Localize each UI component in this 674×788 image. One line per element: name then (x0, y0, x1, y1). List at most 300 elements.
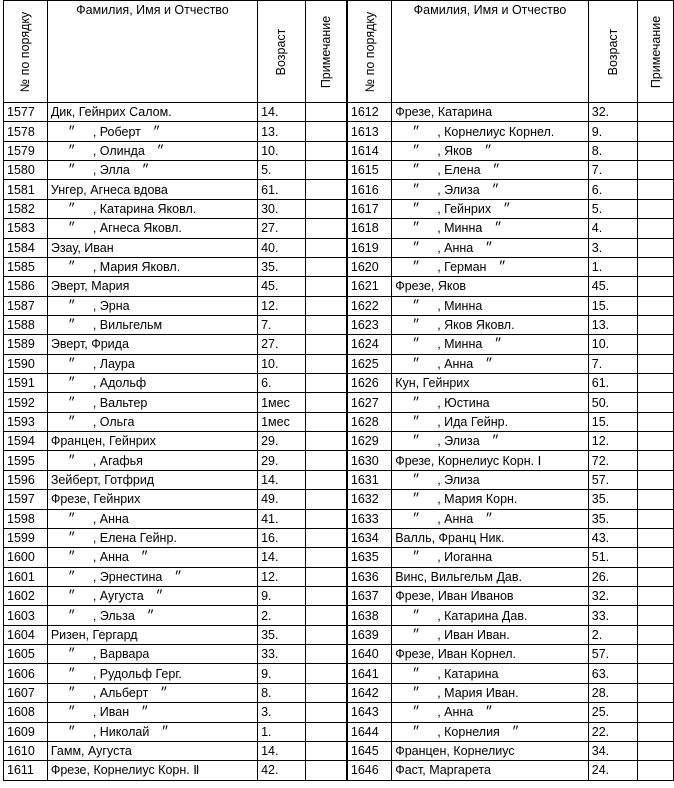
ditto-mark: ״ (68, 589, 76, 604)
person-name: Дик, Гейнрих Салом. (50, 105, 172, 120)
person-name: , Агнеса Яковл. (92, 221, 182, 236)
note-cell (638, 567, 674, 586)
note-cell (305, 548, 347, 567)
age-cell: 14. (258, 470, 306, 489)
age-cell: 7. (588, 354, 638, 373)
age-cell: 15. (588, 412, 638, 431)
ditto-mark: ״ (68, 318, 76, 333)
table-row (4, 199, 674, 218)
age-cell: 24. (588, 761, 638, 780)
note-cell (638, 296, 674, 315)
person-name: , Катарина (437, 666, 499, 681)
header-row (4, 1, 674, 103)
note-cell (305, 315, 347, 334)
ditto-mark: ״ (68, 376, 76, 391)
person-name: , Варвара (92, 647, 150, 662)
age-cell: 7. (258, 315, 306, 334)
note-cell (305, 664, 347, 683)
table-row (4, 645, 674, 664)
note-cell (638, 374, 674, 393)
age-cell: 57. (588, 470, 638, 489)
person-name: Фрезе, Корнелиус Корн. Ⅰ (395, 453, 542, 468)
age-cell: 32. (588, 103, 638, 122)
row-number: 1592 (4, 393, 48, 412)
table-row (4, 122, 674, 141)
ditto-mark: ״ (68, 647, 76, 662)
ditto-mark: ״ (485, 511, 493, 526)
name-cell (392, 277, 589, 296)
person-name: , Герман (437, 260, 487, 275)
name-cell (47, 257, 257, 276)
ditto-mark: ״ (412, 395, 420, 410)
row-number: 1632 (347, 490, 392, 509)
row-number: 1609 (4, 722, 48, 741)
table-row (4, 335, 674, 354)
person-name: , Катарина Яковл. (92, 201, 197, 216)
person-name: , Лаура (92, 356, 135, 371)
name-cell (47, 315, 257, 334)
ditto-mark: ״ (141, 705, 149, 720)
row-number: 1634 (347, 528, 392, 547)
ditto-mark: ״ (412, 511, 420, 526)
name-cell (47, 432, 257, 451)
row-number: 1614 (347, 141, 392, 160)
table-row (4, 277, 674, 296)
table-row (4, 393, 674, 412)
age-cell: 72. (588, 451, 638, 470)
note-cell (638, 412, 674, 431)
note-cell (638, 470, 674, 489)
name-cell (392, 567, 589, 586)
note-cell (305, 374, 347, 393)
row-number: 1640 (347, 645, 392, 664)
person-name: Унгер, Агнеса вдова (50, 182, 168, 197)
row-number: 1622 (347, 296, 392, 315)
name-cell (47, 683, 257, 702)
ditto-mark: ״ (68, 666, 76, 681)
age-cell: 34. (588, 741, 638, 760)
person-name: , Эльза (92, 608, 135, 623)
age-cell: 2. (588, 625, 638, 644)
row-number: 1579 (4, 141, 48, 160)
name-cell (392, 586, 589, 605)
age-cell: 10. (588, 335, 638, 354)
note-cell (305, 741, 347, 760)
person-name: , Эрна (92, 298, 130, 313)
name-cell (47, 625, 257, 644)
ditto-mark: ״ (412, 221, 420, 236)
person-name: , Яков (437, 143, 473, 158)
age-cell: 28. (588, 683, 638, 702)
note-cell (305, 509, 347, 528)
note-cell (305, 354, 347, 373)
row-number: 1615 (347, 161, 392, 180)
person-name: Фрезе, Иван Корнел. (395, 647, 517, 662)
person-name: Францен, Гейнрих (50, 434, 156, 449)
row-number: 1631 (347, 470, 392, 489)
person-name: , Мария Корн. (437, 492, 518, 507)
ditto-mark: ״ (68, 260, 76, 275)
age-cell: 45. (588, 277, 638, 296)
name-cell (47, 296, 257, 315)
note-cell (638, 548, 674, 567)
row-number: 1617 (347, 199, 392, 218)
person-name: , Роберт (92, 124, 141, 139)
ditto-mark: ״ (68, 163, 76, 178)
row-number: 1628 (347, 412, 392, 431)
note-cell (305, 703, 347, 722)
name-cell (392, 761, 589, 780)
row-number: 1612 (347, 103, 392, 122)
person-name: , Анна (437, 511, 474, 526)
name-cell (47, 412, 257, 431)
note-cell (305, 141, 347, 160)
name-cell (392, 664, 589, 683)
name-cell (47, 548, 257, 567)
ditto-mark: ״ (412, 724, 420, 739)
table-row (4, 238, 674, 257)
person-name: , Анна (92, 511, 129, 526)
note-cell (305, 277, 347, 296)
person-name: , Эрнестина (92, 569, 163, 584)
note-cell (638, 335, 674, 354)
note-cell (638, 586, 674, 605)
ditto-mark: ״ (412, 201, 420, 216)
person-name: Кун, Гейнрих (395, 376, 470, 391)
table-row (4, 315, 674, 334)
note-cell (638, 509, 674, 528)
name-cell (47, 141, 257, 160)
age-cell: 27. (258, 219, 306, 238)
ditto-mark: ״ (412, 705, 420, 720)
age-cell: 35. (588, 490, 638, 509)
ditto-mark: ״ (68, 124, 76, 139)
ditto-mark: ״ (68, 201, 76, 216)
ditto-mark: ״ (68, 356, 76, 371)
ditto-mark: ״ (412, 298, 420, 313)
table-row (4, 257, 674, 276)
age-cell: 26. (588, 567, 638, 586)
row-number: 1606 (4, 664, 48, 683)
row-number: 1600 (4, 548, 48, 567)
note-cell (638, 761, 674, 780)
ditto-mark: ״ (412, 414, 420, 429)
note-cell (305, 180, 347, 199)
ditto-mark: ״ (412, 492, 420, 507)
table-row (4, 761, 674, 780)
row-number: 1627 (347, 393, 392, 412)
note-cell (638, 199, 674, 218)
header-name-right: Фамилия, Имя и Отчество (392, 1, 589, 103)
age-cell: 14. (258, 103, 306, 122)
note-cell (638, 354, 674, 373)
note-cell (638, 257, 674, 276)
row-number: 1610 (4, 741, 48, 760)
age-cell: 57. (588, 645, 638, 664)
age-cell: 41. (258, 509, 306, 528)
name-cell (392, 374, 589, 393)
name-cell (392, 393, 589, 412)
note-cell (638, 528, 674, 547)
age-cell: 22. (588, 722, 638, 741)
row-number: 1607 (4, 683, 48, 702)
age-cell: 3. (258, 703, 306, 722)
row-number: 1646 (347, 761, 392, 780)
ditto-mark: ״ (412, 550, 420, 565)
ditto-mark: ״ (68, 511, 76, 526)
name-cell (392, 335, 589, 354)
person-name: Францен, Корнелиус (395, 744, 515, 759)
person-name: , Елена (437, 163, 481, 178)
age-cell: 8. (258, 683, 306, 702)
note-cell (638, 490, 674, 509)
name-cell (47, 722, 257, 741)
note-cell (638, 219, 674, 238)
name-cell (47, 354, 257, 373)
table-row (4, 625, 674, 644)
age-cell: 50. (588, 393, 638, 412)
ditto-mark: ״ (161, 724, 169, 739)
age-cell: 14. (258, 548, 306, 567)
person-name: , Ида Гейнр. (437, 414, 509, 429)
person-name: , Гейнрих (437, 201, 492, 216)
ditto-mark: ״ (68, 531, 76, 546)
row-number: 1585 (4, 257, 48, 276)
census-table (3, 0, 674, 781)
person-name: , Анна (437, 356, 474, 371)
ditto-mark: ״ (68, 298, 76, 313)
person-name: Фрезе, Иван Иванов (395, 589, 514, 604)
row-number: 1595 (4, 451, 48, 470)
person-name: Гамм, Аугуста (50, 744, 132, 759)
person-name: , Катарина Дав. (437, 608, 528, 623)
row-number: 1625 (347, 354, 392, 373)
name-cell (392, 470, 589, 489)
ditto-mark: ״ (412, 608, 420, 623)
note-cell (305, 199, 347, 218)
ditto-mark: ״ (485, 705, 493, 720)
table-row (4, 374, 674, 393)
age-cell: 12. (258, 567, 306, 586)
row-number: 1620 (347, 257, 392, 276)
ditto-mark: ״ (412, 627, 420, 642)
age-cell: 29. (258, 432, 306, 451)
ditto-mark: ״ (68, 569, 76, 584)
ditto-mark: ״ (68, 724, 76, 739)
age-cell: 32. (588, 586, 638, 605)
ditto-mark: ״ (412, 260, 420, 275)
ditto-mark: ״ (68, 685, 76, 700)
row-number: 1582 (4, 199, 48, 218)
name-cell (47, 335, 257, 354)
ditto-mark: ״ (68, 395, 76, 410)
row-number: 1608 (4, 703, 48, 722)
person-name: , Элиза (437, 434, 480, 449)
row-number: 1593 (4, 412, 48, 431)
table-row (4, 354, 674, 373)
note-cell (305, 645, 347, 664)
age-cell: 42. (258, 761, 306, 780)
name-cell (47, 703, 257, 722)
row-number: 1644 (347, 722, 392, 741)
row-number: 1633 (347, 509, 392, 528)
ditto-mark: ״ (412, 163, 420, 178)
name-cell (47, 451, 257, 470)
row-number: 1594 (4, 432, 48, 451)
person-name: , Минна (437, 298, 483, 313)
note-cell (305, 528, 347, 547)
name-cell (392, 451, 589, 470)
note-cell (305, 432, 347, 451)
age-cell: 9. (258, 586, 306, 605)
name-cell (47, 470, 257, 489)
ditto-mark: ״ (160, 685, 168, 700)
row-number: 1642 (347, 683, 392, 702)
header-number-right: № по порядку (347, 1, 392, 103)
note-cell (305, 103, 347, 122)
ditto-mark: ״ (412, 666, 420, 681)
person-name: , Адольф (92, 376, 147, 391)
age-cell: 15. (588, 296, 638, 315)
person-name: , Вальтер (92, 395, 148, 410)
name-cell (47, 741, 257, 760)
person-name: , Ольга (92, 414, 135, 429)
ditto-mark: ״ (68, 705, 76, 720)
row-number: 1605 (4, 645, 48, 664)
note-cell (638, 393, 674, 412)
age-cell: 1мес (258, 393, 306, 412)
note-cell (638, 645, 674, 664)
ditto-mark: ״ (491, 434, 500, 449)
name-cell (47, 586, 257, 605)
name-cell (392, 606, 589, 625)
row-number: 1643 (347, 703, 392, 722)
ditto-mark: ״ (68, 608, 76, 623)
ditto-mark: ״ (68, 143, 76, 158)
row-number: 1626 (347, 374, 392, 393)
note-cell (638, 625, 674, 644)
note-cell (638, 161, 674, 180)
header-name-left: Фамилия, Имя и Отчество (47, 1, 257, 103)
name-cell (47, 122, 257, 141)
age-cell: 1. (588, 257, 638, 276)
row-number: 1580 (4, 161, 48, 180)
note-cell (305, 470, 347, 489)
note-cell (638, 277, 674, 296)
row-number: 1624 (347, 335, 392, 354)
name-cell (47, 277, 257, 296)
name-cell (47, 664, 257, 683)
row-number: 1629 (347, 432, 392, 451)
age-cell: 7. (588, 161, 638, 180)
age-cell: 35. (588, 509, 638, 528)
age-cell: 30. (258, 199, 306, 218)
name-cell (47, 219, 257, 238)
name-cell (47, 238, 257, 257)
age-cell: 12. (588, 432, 638, 451)
note-cell (638, 741, 674, 760)
name-cell (392, 141, 589, 160)
age-cell: 6. (258, 374, 306, 393)
person-name: Эверт, Мария (50, 279, 130, 294)
row-number: 1604 (4, 625, 48, 644)
row-number: 1636 (347, 567, 392, 586)
age-cell: 5. (258, 161, 306, 180)
row-number: 1591 (4, 374, 48, 393)
table-row (4, 567, 674, 586)
note-cell (305, 683, 347, 702)
age-cell: 61. (258, 180, 306, 199)
name-cell (392, 683, 589, 702)
row-number: 1597 (4, 490, 48, 509)
person-name: , Минна (437, 221, 483, 236)
note-cell (638, 432, 674, 451)
table-row (4, 103, 674, 122)
table-row (4, 741, 674, 760)
row-number: 1599 (4, 528, 48, 547)
table-row (4, 683, 674, 702)
table-row (4, 509, 674, 528)
table-row (4, 432, 674, 451)
table-row (4, 703, 674, 722)
age-cell: 43. (588, 528, 638, 547)
person-name: Валль, Франц Ник. (395, 531, 505, 546)
row-number: 1630 (347, 451, 392, 470)
ditto-mark: ״ (503, 201, 511, 216)
person-name: , Корнелиус Корнел. (437, 124, 555, 139)
ditto-mark: ״ (491, 182, 500, 197)
row-number: 1616 (347, 180, 392, 199)
note-cell (305, 722, 347, 741)
name-cell (392, 722, 589, 741)
ditto-mark: ״ (174, 569, 182, 584)
note-cell (638, 180, 674, 199)
ditto-mark: ״ (68, 414, 76, 429)
note-cell (305, 490, 347, 509)
person-name: , Анна (92, 550, 129, 565)
note-cell (305, 393, 347, 412)
age-cell: 13. (588, 315, 638, 334)
name-cell (47, 509, 257, 528)
age-cell: 3. (588, 238, 638, 257)
person-name: , Агафья (92, 453, 143, 468)
ditto-mark: ״ (494, 221, 502, 236)
name-cell (47, 645, 257, 664)
name-cell (392, 161, 589, 180)
row-number: 1589 (4, 335, 48, 354)
age-cell: 35. (258, 625, 306, 644)
note-cell (638, 103, 674, 122)
table-row (4, 180, 674, 199)
person-name: , Яков Яковл. (437, 318, 515, 333)
name-cell (392, 296, 589, 315)
person-name: Винс, Вильгельм Дав. (395, 569, 522, 584)
row-number: 1621 (347, 277, 392, 296)
ditto-mark: ״ (412, 356, 420, 371)
person-name: , Николай (92, 724, 150, 739)
table-row (4, 548, 674, 567)
row-number: 1637 (347, 586, 392, 605)
name-cell (47, 490, 257, 509)
age-cell: 9. (258, 664, 306, 683)
name-cell (47, 528, 257, 547)
name-cell (47, 606, 257, 625)
ditto-mark: ״ (492, 163, 501, 178)
row-number: 1603 (4, 606, 48, 625)
name-cell (392, 703, 589, 722)
age-cell: 33. (588, 606, 638, 625)
ditto-mark: ״ (412, 685, 420, 700)
